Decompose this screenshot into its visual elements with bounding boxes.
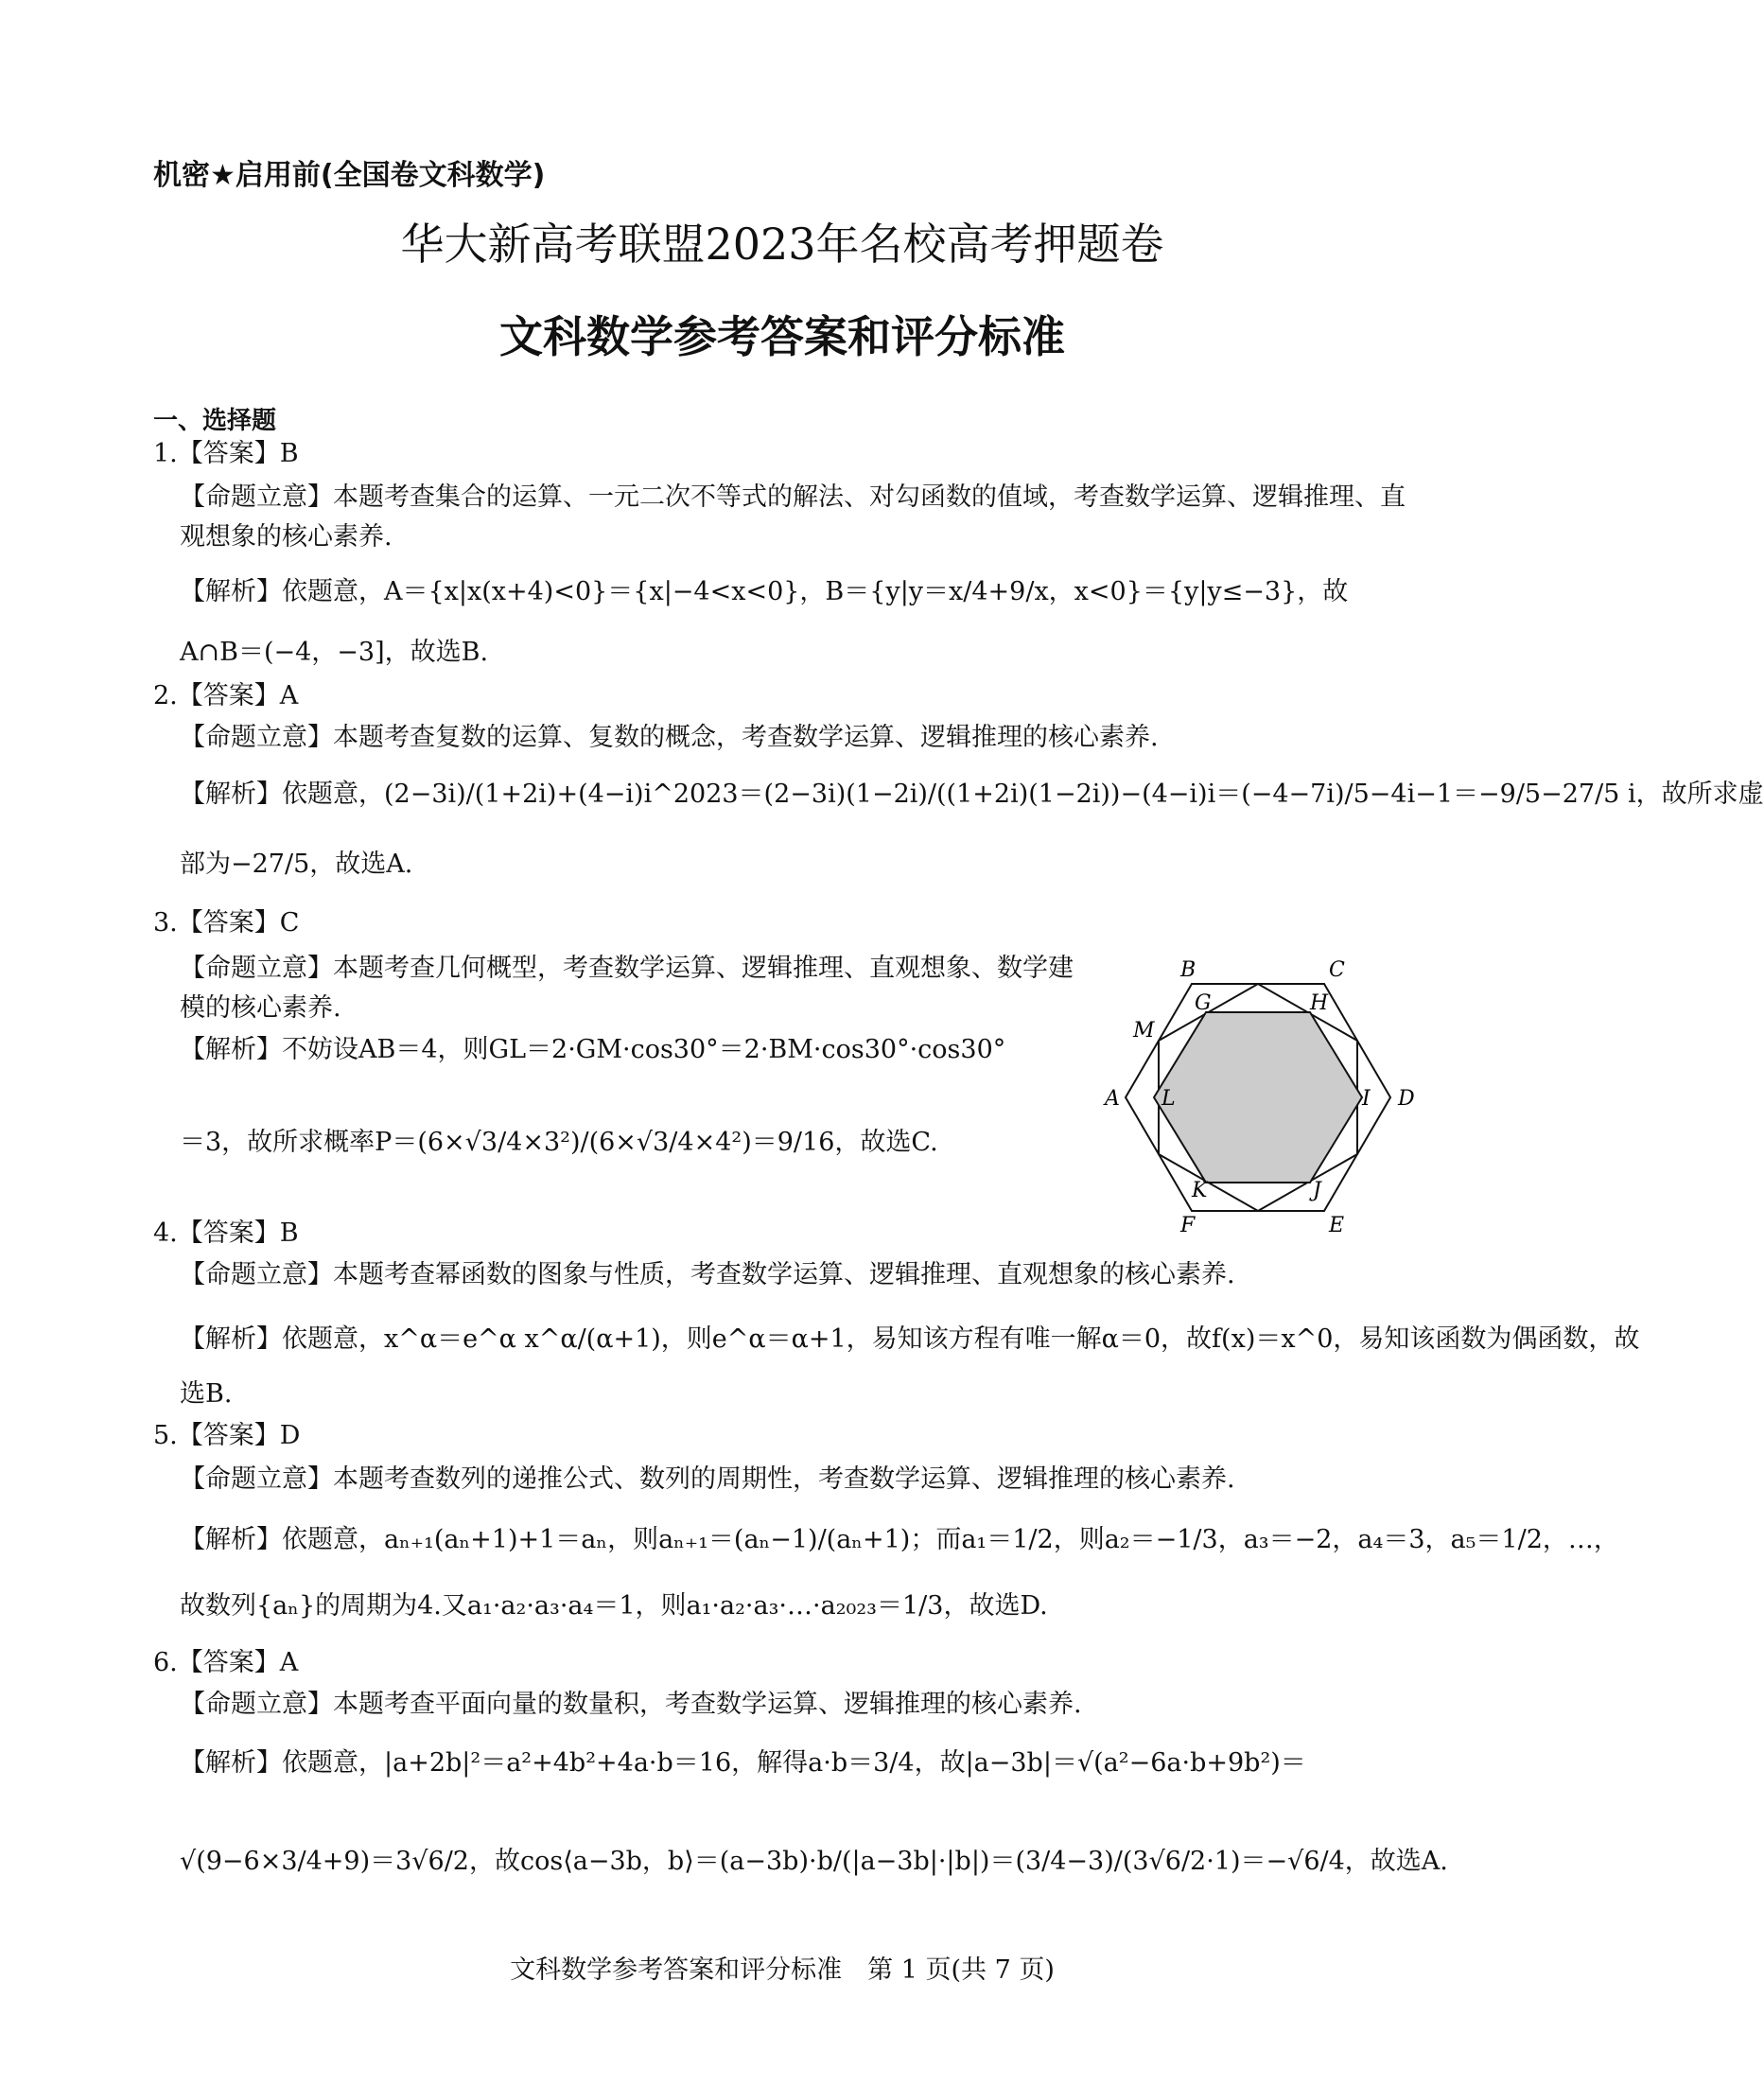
page-footer: 文科数学参考答案和评分标准 第 1 页(共 7 页) <box>510 1955 1055 1985</box>
q1-analysis: 【解析】依题意，A＝{x|x(x+4)<0}＝{x|−4<x<0}，B＝{y|y＝x/4+9/x，x<0}＝{y|y≤−3}，故 <box>180 577 1349 606</box>
label-m: M <box>1133 1019 1155 1043</box>
label-l: L <box>1161 1087 1176 1111</box>
q2-analysis: 【解析】依题意，(2−3i)/(1+2i)+(4−i)i^2023＝(2−3i)(1−2i)/((1+2i)(1−2i))−(4−i)i＝(−4−7i)/5−4i−1＝−9/5−27/5 i，故所求虚 <box>180 780 1764 809</box>
q5-answer: 5.【答案】D <box>153 1421 301 1450</box>
q4-answer: 4.【答案】B <box>153 1218 299 1248</box>
q4-analysis: 【解析】依题意，x^α＝e^α x^α/(α+1)，则e^α＝α+1，易知该方程有唯一解α＝0，故f(x)＝x^0，易知该函数为偶函数，故 <box>180 1324 1640 1354</box>
label-k: K <box>1192 1179 1208 1202</box>
q6-intent: 【命题立意】本题考查平面向量的数量积，考查数学运算、逻辑推理的核心素养. <box>180 1690 1082 1719</box>
label-i: I <box>1362 1087 1371 1111</box>
page-title: 华大新高考联盟2023年名校高考押题卷 <box>400 219 1164 270</box>
q5-analysis-cont: 故数列{aₙ}的周期为4.又a₁·a₂·a₃·a₄＝1，则a₁·a₂·a₃·…·a₂₀₂₃＝1/3，故选D. <box>180 1591 1048 1621</box>
label-d: D <box>1398 1087 1415 1111</box>
q1-intent-cont: 观想象的核心素养. <box>180 522 393 552</box>
q1-analysis-cont: A∩B＝(−4，−3]，故选B. <box>180 638 489 667</box>
label-g: G <box>1195 991 1212 1015</box>
label-a: A <box>1105 1087 1120 1111</box>
q5-intent: 【命题立意】本题考查数列的递推公式、数列的周期性，考查数学运算、逻辑推理的核心素养. <box>180 1464 1235 1494</box>
q6-analysis: 【解析】依题意，|a+2b|²＝a²+4b²+4a·b＝16，解得a·b＝3/4，故|a−3b|＝√(a²−6a·b+9b²)＝ <box>180 1748 1306 1778</box>
label-c: C <box>1329 958 1345 982</box>
q2-intent: 【命题立意】本题考查复数的运算、复数的概念，考查数学运算、逻辑推理的核心素养. <box>180 723 1159 752</box>
hexagon-figure <box>1097 955 1438 1239</box>
q5-analysis: 【解析】依题意，aₙ₊₁(aₙ+1)+1＝aₙ，则aₙ₊₁＝(aₙ−1)/(aₙ+1)；而a₁＝1/2，则a₂＝−1/3，a₃＝−2，a₄＝3，a₅＝1/2，…， <box>180 1525 1619 1554</box>
q3-analysis: 【解析】不妨设AB＝4，则GL＝2·GM·cos30°＝2·BM·cos30°·cos30° <box>180 1035 1006 1064</box>
label-b: B <box>1180 958 1196 982</box>
q3-intent: 【命题立意】本题考查几何概型，考查数学运算、逻辑推理、直观想象、数学建 <box>180 954 1074 983</box>
q3-analysis-cont: ＝3，故所求概率P＝(6×√3/4×3²)/(6×√3/4×4²)＝9/16，故选C. <box>180 1128 938 1157</box>
label-e: E <box>1329 1214 1345 1237</box>
q6-analysis-cont: √(9−6×3/4+9)＝3√6/2，故cos⟨a−3b，b⟩＝(a−3b)·b/(|a−3b|·|b|)＝(3/4−3)/(3√6/2·1)＝−√6/4，故选A. <box>180 1847 1448 1876</box>
q2-analysis-cont: 部为−27/5，故选A. <box>180 850 413 879</box>
q3-intent-cont: 模的核心素养. <box>180 993 341 1023</box>
section-title: 一、选择题 <box>153 407 277 435</box>
page-subtitle: 文科数学参考答案和评分标准 <box>499 311 1065 362</box>
q4-analysis-cont: 选B. <box>180 1379 233 1409</box>
label-j: J <box>1313 1179 1321 1202</box>
q6-answer: 6.【答案】A <box>153 1648 299 1677</box>
q4-intent: 【命题立意】本题考查幂函数的图象与性质，考查数学运算、逻辑推理、直观想象的核心素养. <box>180 1260 1235 1289</box>
shaded-hexagon <box>1154 1012 1362 1183</box>
q2-answer: 2.【答案】A <box>153 681 299 710</box>
label-f: F <box>1180 1214 1196 1237</box>
q3-answer: 3.【答案】C <box>153 908 300 938</box>
q1-answer: 1.【答案】B <box>153 439 299 468</box>
confidential-label: 机密★启用前(全国卷文科数学) <box>153 159 546 192</box>
q1-intent: 【命题立意】本题考查集合的运算、一元二次不等式的解法、对勾函数的值域，考查数学运算、逻辑推理、直 <box>180 482 1406 512</box>
label-h: H <box>1310 991 1329 1015</box>
